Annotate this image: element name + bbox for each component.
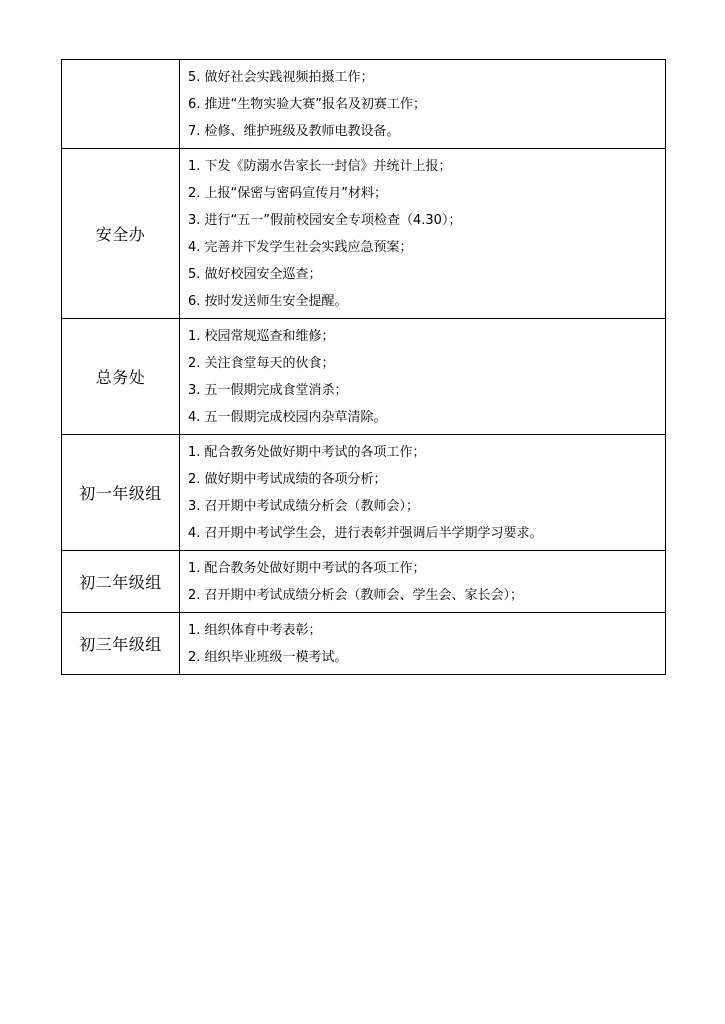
task-item: 2. 关注食堂每天的伙食； bbox=[188, 356, 335, 371]
tasks-cell bbox=[180, 60, 666, 149]
task-item: 4. 五一假期完成校园内杂草清除。 bbox=[188, 410, 387, 425]
task-item: 4. 完善并下发学生社会实践应急预案； bbox=[188, 240, 413, 255]
work-plan-table bbox=[61, 59, 666, 675]
task-item: 3. 召开期中考试成绩分析会（教师会）； bbox=[188, 499, 420, 514]
tasks-cell bbox=[180, 319, 666, 435]
task-item: 3. 进行“五一”假前校园安全专项检查（4.30）； bbox=[188, 213, 462, 228]
department-cell: 初二年级组 bbox=[62, 551, 180, 613]
table-row bbox=[62, 551, 666, 613]
department-cell: 安全办 bbox=[62, 149, 180, 319]
table-row bbox=[62, 435, 666, 551]
task-item: 1. 下发《防溺水告家长一封信》并统计上报； bbox=[188, 159, 452, 174]
task-item: 2. 做好期中考试成绩的各项分析； bbox=[188, 472, 387, 487]
department-cell: 总务处 bbox=[62, 319, 180, 435]
task-item: 1. 校园常规巡查和维修； bbox=[188, 329, 335, 344]
department-cell bbox=[62, 60, 180, 149]
task-item: 2. 组织毕业班级一模考试。 bbox=[188, 650, 348, 665]
task-item: 2. 召开期中考试成绩分析会（教师会、学生会、家长会）； bbox=[188, 588, 524, 603]
task-item: 1. 组织体育中考表彰； bbox=[188, 623, 322, 638]
table-row bbox=[62, 613, 666, 675]
task-item: 1. 配合教务处做好期中考试的各项工作； bbox=[188, 445, 426, 460]
table-row bbox=[62, 319, 666, 435]
task-item: 5. 做好校园安全巡查； bbox=[188, 267, 322, 282]
table-row bbox=[62, 149, 666, 319]
tasks-cell bbox=[180, 551, 666, 613]
tasks-cell bbox=[180, 613, 666, 675]
table-row bbox=[62, 60, 666, 149]
task-item: 6. 推进“生物实验大赛”报名及初赛工作； bbox=[188, 97, 427, 112]
department-cell: 初一年级组 bbox=[62, 435, 180, 551]
task-item: 4. 召开期中考试学生会，进行表彰并强调后半学期学习要求。 bbox=[188, 526, 543, 541]
task-item: 5. 做好社会实践视频拍摄工作； bbox=[188, 70, 374, 85]
tasks-cell bbox=[180, 149, 666, 319]
task-item: 7. 检修、维护班级及教师电教设备。 bbox=[188, 124, 400, 139]
department-cell: 初三年级组 bbox=[62, 613, 180, 675]
task-item: 3. 五一假期完成食堂消杀； bbox=[188, 383, 348, 398]
tasks-cell bbox=[180, 435, 666, 551]
work-plan-body bbox=[62, 60, 666, 675]
task-item: 2. 上报“保密与密码宣传月”材料； bbox=[188, 186, 388, 201]
task-item: 1. 配合教务处做好期中考试的各项工作； bbox=[188, 561, 426, 576]
task-item: 6. 按时发送师生安全提醒。 bbox=[188, 294, 348, 309]
